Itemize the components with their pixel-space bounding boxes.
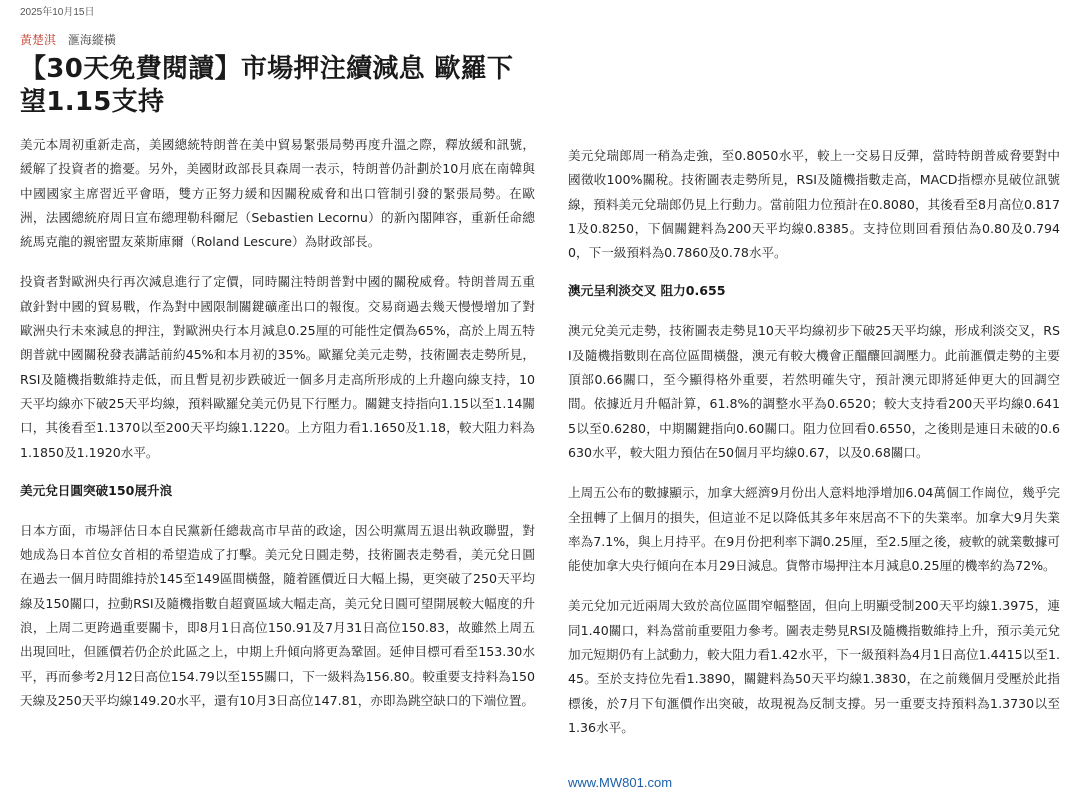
column-name[interactable]: 滙海縱橫 — [67, 33, 116, 47]
article-right-column — [568, 144, 1060, 740]
article-paragraph: 美元本周初重新走高，美國總統特朗普在美中貿易緊張局勢再度升溫之際，釋放緩和訊號，緩解了投資者的擔憂。另外，美國財政部長貝森周一表示，特朗普仍計劃於10月底在南韓與中國國家主席習近平會晤，雙方正努力緩和因關稅威脅和出口管制引發的緊張局勢。在歐洲，法國總統府周日宣布總理勒科爾尼（Sebastien Lecornu）的新內閣陣容，重新任命總統馬克龍的親密盟友萊斯庫爾（Roland Lescure）為財政部長。 — [20, 137, 535, 250]
article-paragraph: 投資者對歐洲央行再次減息進行了定價，同時關注特朗普對中國的關稅威脅。特朗普周五重啟針對中國的貿易戰，作為對中國限制關鍵礦產出口的報復。交易商過去幾天慢慢增加了對歐洲央行未來減息的押注，對歐洲央行本月減息0.25厘的可能性定價為65%，高於上周五特朗普就中國關稅發表講話前約45%和本月初的35%。歐羅兌美元走勢，技術圖表走勢所見，RSI及隨機指數維持走低，而且暫見初步跌破近一個多月走高所形成的上升趨向線支持，10天平均線亦下破25天平均線，預料歐羅兌美元仍見下行壓力。關鍵支持指向1.15以至1.14關口，其後看至1.1370以至200天平均線1.1220。上方阻力看1.1650及1.18，較大阻力料為1.1850及1.1920水平。 — [20, 274, 535, 460]
article-paragraph: 上周五公布的數據顯示，加拿大經濟9月份出人意料地淨增加6.04萬個工作崗位，幾乎完全扭轉了上個月的損失，但這並不足以降低其多年來居高不下的失業率。加拿大9月失業率為7.1%，與上月持平。在9月份把利率下調0.25厘，至2.5厘之後，疲軟的就業數據可能使加拿大央行傾向在本月29日減息。貨幣市場押注本月減息0.25厘的機率約為72%。 — [568, 485, 1060, 574]
site-link[interactable]: www.MW801.com — [568, 775, 673, 790]
section-heading-usdjpy: 美元兌日圓突破150展升浪 — [20, 482, 173, 498]
article-paragraph: 澳元兌美元走勢，技術圖表走勢見10天平均線初步下破25天平均線，形成利淡交叉，RSI及隨機指數則在高位區間橫盤，澳元有較大機會正醞釀回調壓力。此前滙價走勢的主要頂部0.66關口，至今顯得格外重要，若然明確失守，預計澳元即將延伸更大的回調空間。依據近月升幅計算，61.8%的調整水平為0.6520；較大支持看200天平均線0.6415以至0.6280，中期關鍵指向0.60關口。阻力位回看0.6550，之後則是連日未破的0.6630水平，較大阻力預估在50個月平均線0.67，以及0.68關口。 — [568, 323, 1060, 460]
date-label: 2025年10月15日 — [20, 7, 95, 18]
section-heading-audusd: 澳元呈利淡交叉 阻力0.655 — [568, 283, 726, 299]
article-title: 【30天免費閱讀】市場押注續減息 歐羅下望1.15支持 — [20, 54, 514, 117]
author-name[interactable]: 黃楚淇 — [20, 33, 57, 47]
article-paragraph: 日本方面，市場評估日本自民黨新任總裁高市早苗的政途，因公明黨周五退出執政聯盟，對她成為日本首位女首相的希望造成了打擊。美元兌日圓走勢，技術圖表走勢看，美元兌日圓在過去一個月時間維持於145至149區間橫盤，隨着匯價近日大幅上揚，更突破了250天平均線及150關口，拉動RSI及隨機指數自超賣區域大幅走高，美元兌日圓可望開展較大幅度的升浪，上周二更跨過重要關卡，即8月1日高位150.91及7月31日高位150.83，故雖然上周五出現回吐，但匯價若仍企於此區之上，中期上升傾向將更為鞏固。延伸目標可看至153.30水平，再而參考2月12日高位154.79以至155關口，下一級料為156.80。較重要支持料為150天線及250天平均線149.20水平，還有10月3日高位147.81，亦即為跳空缺口的下端位置。 — [20, 522, 535, 708]
byline — [20, 31, 116, 48]
article-paragraph: 美元兌加元近兩周大致於高位區間窄幅整固，但向上明顯受制200天平均線1.3975，連同1.40關口，料為當前重要阻力參考。圖表走勢見RSI及隨機指數維持上升，預示美元兌加元短期仍有上試動力，較大阻力看1.42水平，下一級預料為4月1日高位1.4415以至1.45。至於支持位先看1.3890，關鍵料為50天平均線1.3830，在之前幾個月受壓於此指標後，於7月下旬滙價作出突破，故現視為反制支撐。另一重要支持預料為1.3730以至1.36水平。 — [568, 598, 1060, 735]
article-paragraph: 美元兌瑞郎周一稍為走強，至0.8050水平，較上一交易日反彈，當時特朗普威脅要對中國徵收100%關稅。技術圖表走勢所見，RSI及隨機指數走高，MACD指標亦見破位訊號線，預料美元兌瑞郎仍見上行動力。當前阻力位預計在0.8080，其後看至8月高位0.8171及0.8250，下個關鍵料為200天平均線0.8385。支持位則回看預估為0.80及0.7940，下一級預料為0.7860及0.78水平。 — [568, 148, 1060, 261]
article-left-column — [20, 133, 535, 713]
